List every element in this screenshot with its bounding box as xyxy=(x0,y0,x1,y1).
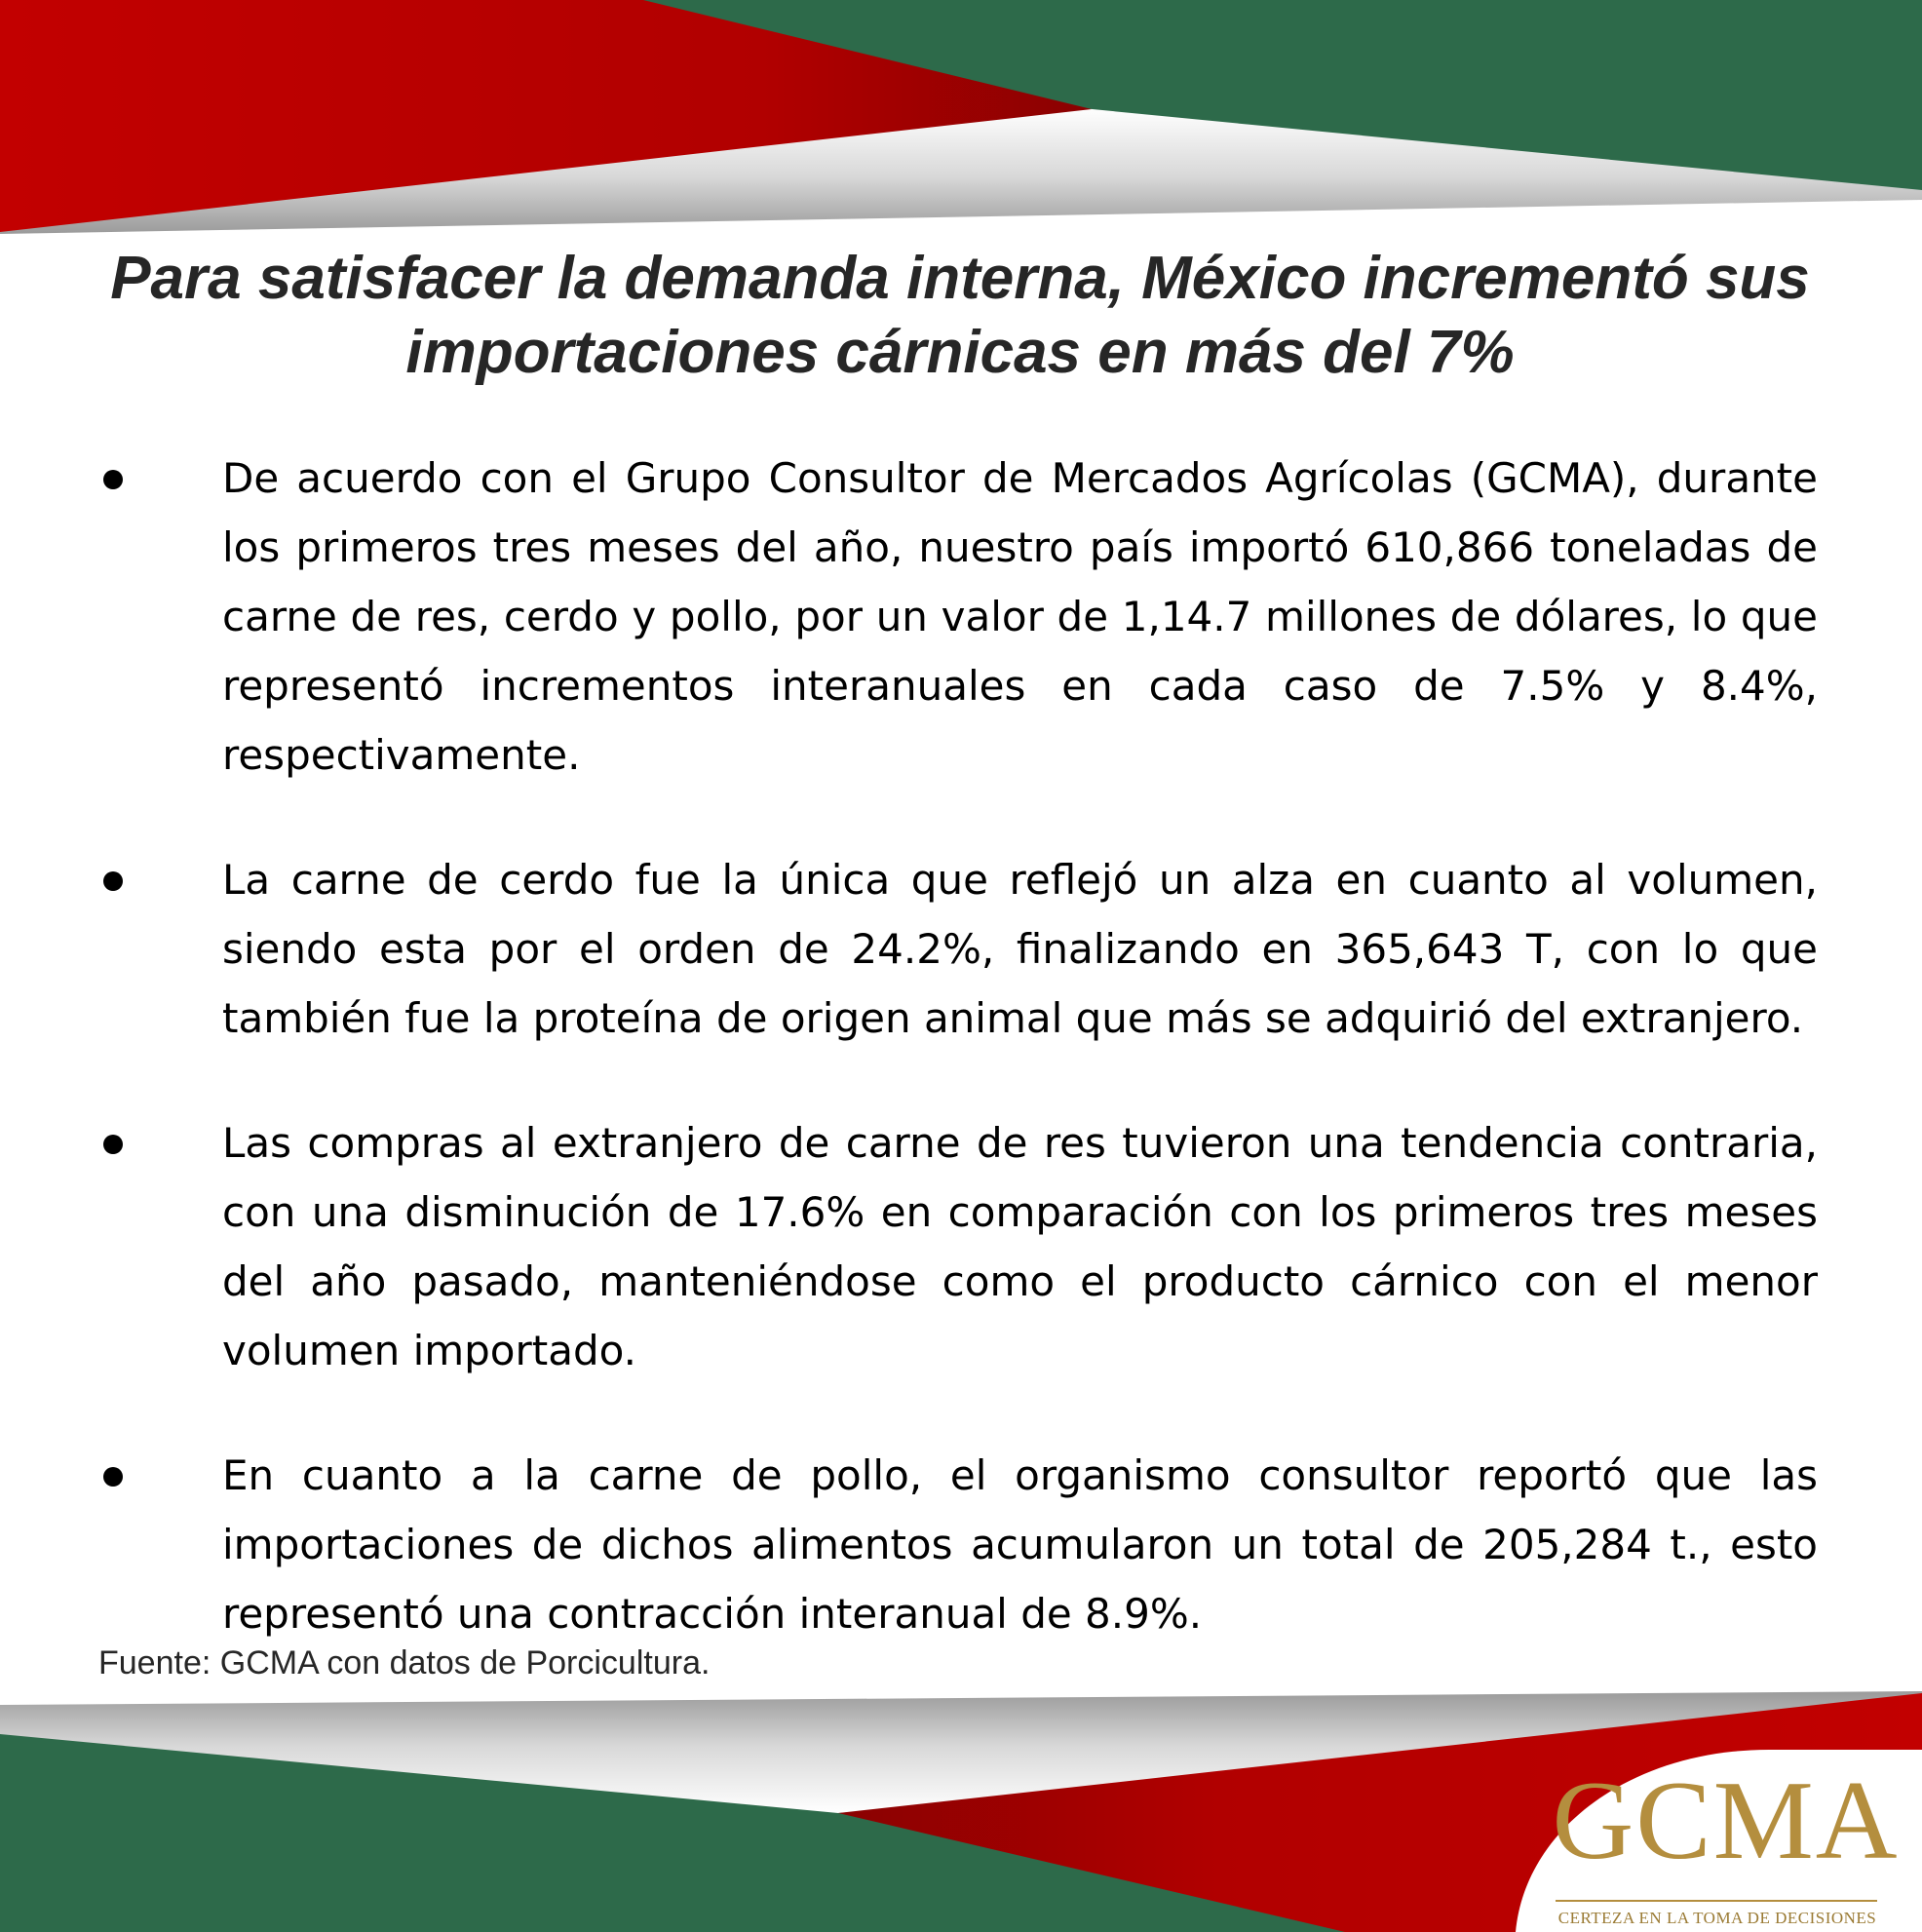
source-note: Fuente: GCMA con datos de Porcicultura. xyxy=(98,1644,711,1681)
logo-divider xyxy=(1556,1900,1877,1902)
bullet-icon xyxy=(103,871,123,891)
list-item xyxy=(0,1441,1922,1648)
bullet-icon xyxy=(103,1135,123,1154)
gcma-logo-wordmark: GCMA xyxy=(1552,1758,1900,1883)
bullet-icon xyxy=(103,1467,123,1487)
list-item xyxy=(0,845,1922,1053)
bullet-text: De acuerdo con el Grupo Consultor de Mercados Agrícolas (GCMA), durante los primeros tres meses del año, nuestro país importó 610,866 toneladas de carne de res, cerdo y pollo, por un valor de 1,14.7 millones de dólares, lo que representó incrementos interanuales en cada caso de 7.5% y 8.4%, respectivamente. xyxy=(222,454,1818,779)
list-item xyxy=(0,1108,1922,1385)
bullet-list xyxy=(0,444,1922,1648)
page-title: Para satisfacer la demanda interna, México incrementó sus importaciones cárnicas en más del 7% xyxy=(110,245,1810,386)
list-item xyxy=(0,444,1922,790)
bullet-text: Las compras al extranjero de carne de res tuvieron una tendencia contraria, con una disminución de 17.6% en comparación con los primeros tres meses del año pasado, manteniéndose como el producto cárnico con el menor volumen importado. xyxy=(222,1119,1818,1374)
logo-tagline: CERTEZA EN LA TOMA DE DECISIONES xyxy=(1557,1909,1877,1927)
bullet-text: La carne de cerdo fue la única que reflejó un alza en cuanto al volumen, siendo esta por el orden de 24.2%, finalizando en 365,643 T, con lo que también fue la proteína de origen animal que más se adquirió del extranjero. xyxy=(222,856,1818,1042)
bullet-text: En cuanto a la carne de pollo, el organismo consultor reportó que las importaciones de dichos alimentos acumularon un total de 205,284 t., esto representó una contracción interanual de 8.9%. xyxy=(222,1451,1818,1638)
top-decorative-banner xyxy=(0,0,1922,234)
bullet-icon xyxy=(103,470,123,489)
